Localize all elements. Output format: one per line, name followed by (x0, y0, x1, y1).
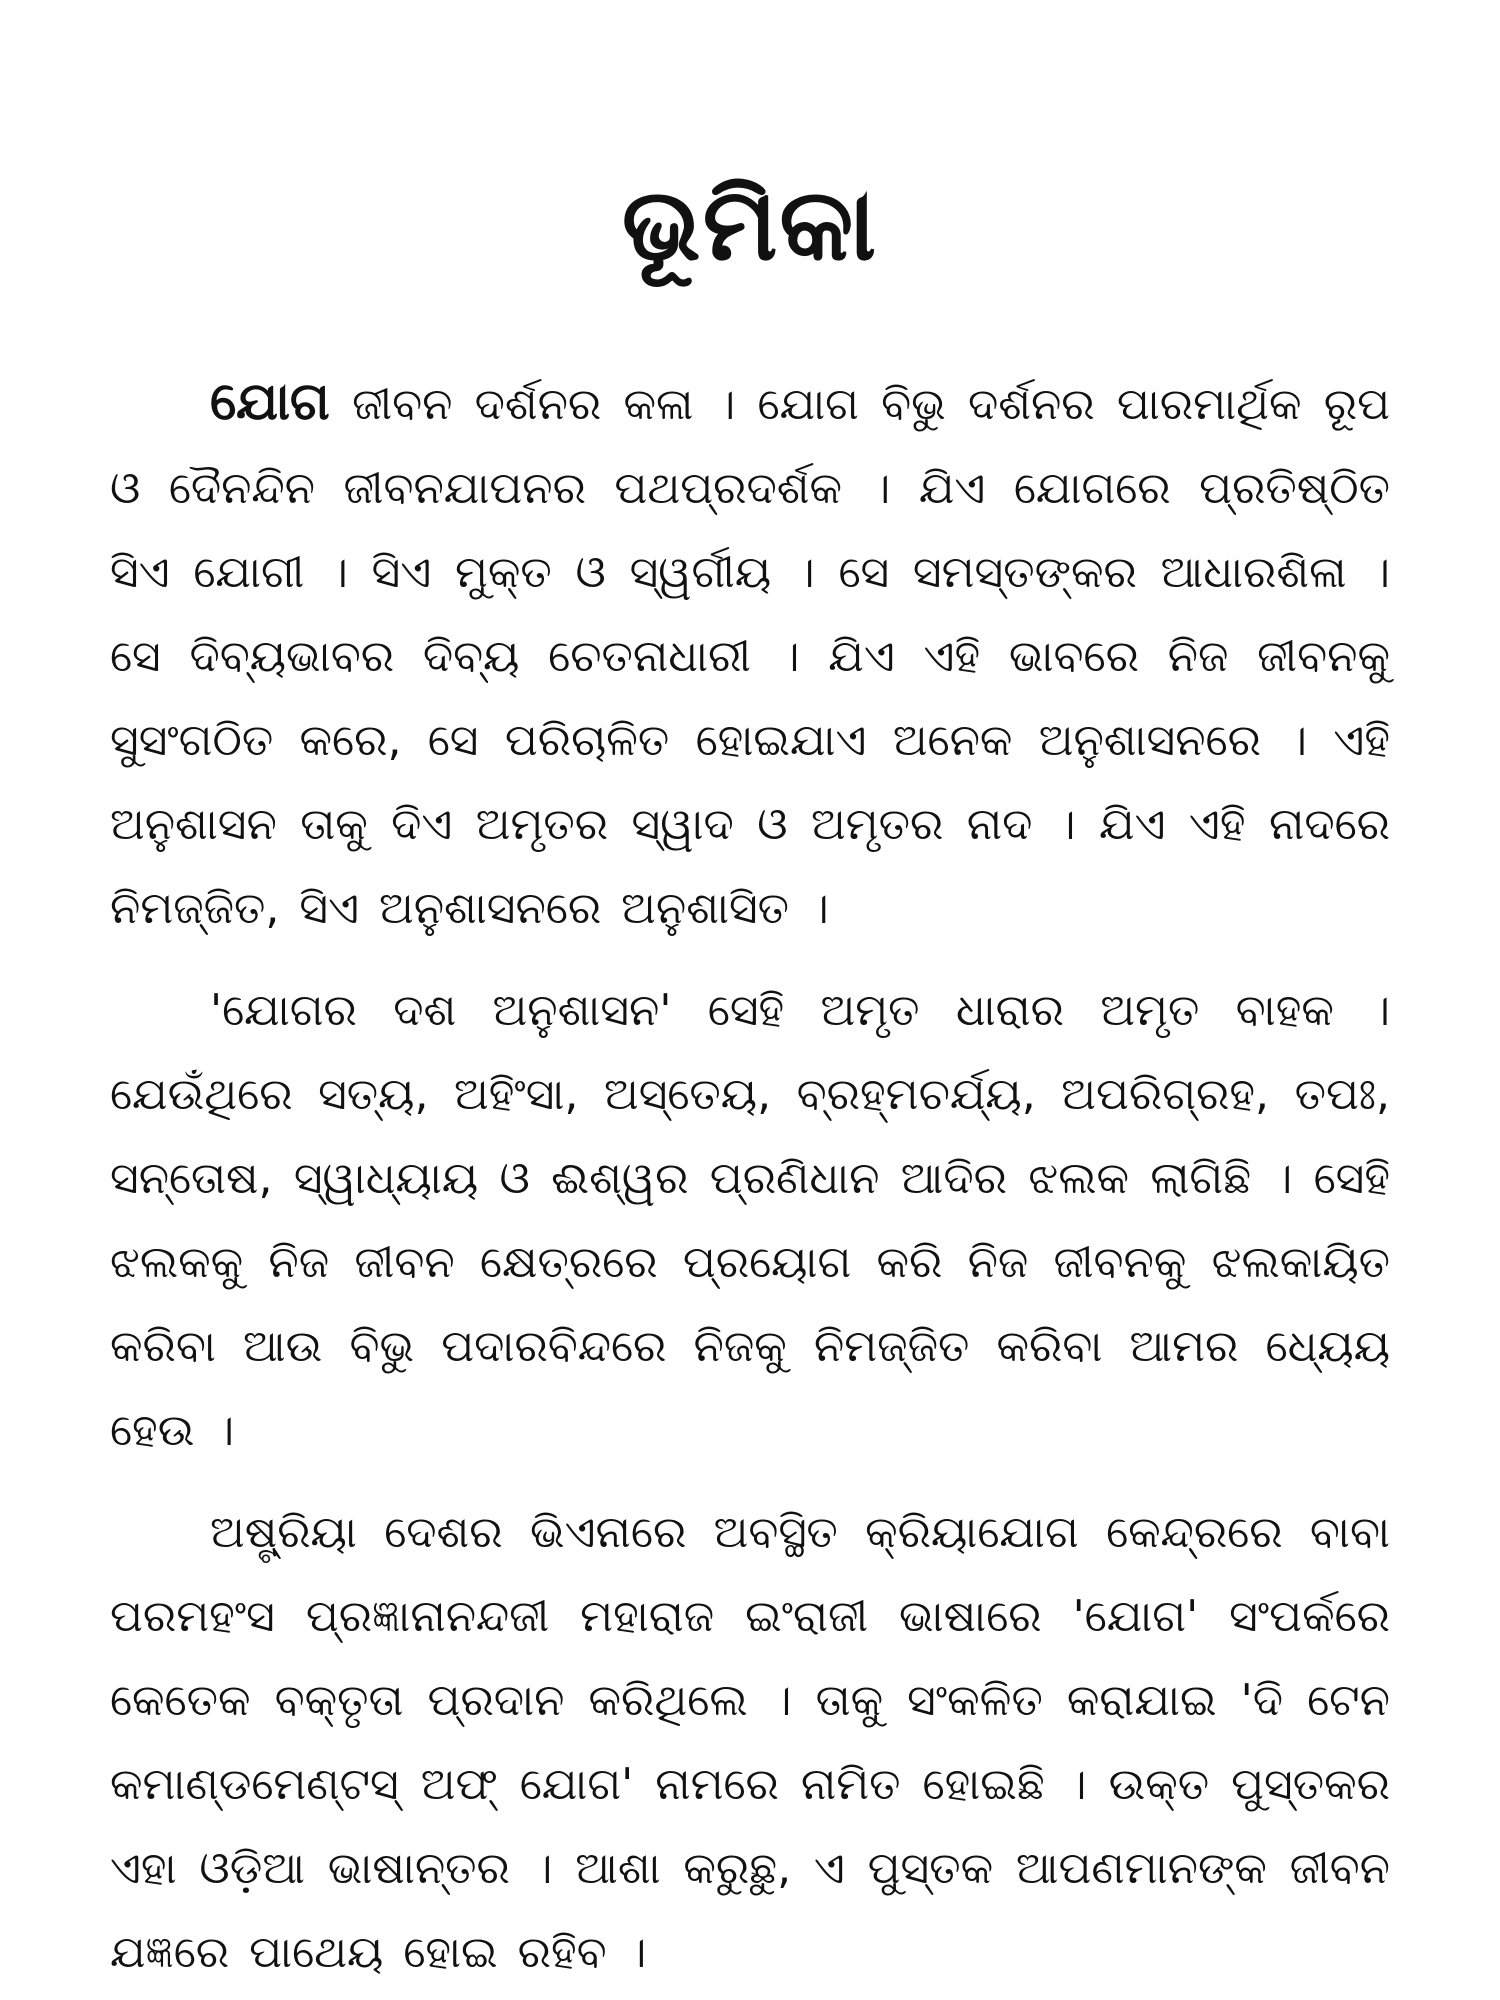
paragraph-2-text: 'ଯୋଗର ଦଶ ଅନୁଶାସନ' ସେହି ଅମୃତ ଧାରାର ଅମୃତ ବାହକ । ଯେଉଁଥିରେ ସତ୍ୟ, ଅହିଂସା, ଅସ୍ତେୟ, ବ୍ରହ୍ମଚର୍ଯ୍ୟ, ଅପରିଗ୍ରହ, ତପଃ, ସନ୍ତୋଷ, ସ୍ୱାଧ୍ୟାୟ ଓ ଈଶ୍ୱର ପ୍ରଣିଧାନ ଆଦିର ଝଲକ ଲାଗିଛି । ସେହି ଝଲକକୁ ନିଜ ଜୀବନ କ୍ଷେତ୍ରରେ ପ୍ରୟୋଗ କରି ନିଜ ଜୀବନକୁ ଝଲକାୟିତ କରିବା ଆଉ ବିଭୁ ପଦାରବିନ୍ଦରେ ନିଜକୁ ନିମଜ୍ଜିତ କରିବା ଆମର ଧ୍ୟେୟ ହେଉ । (110, 985, 1390, 1456)
paragraph-1-lead-word: ଯୋଗ (210, 372, 330, 432)
paragraph-2 (110, 969, 1390, 1473)
paragraph-3 (110, 1491, 1390, 1995)
paragraph-1 (110, 360, 1390, 951)
paragraph-3-text: ଅଷ୍ଟ୍ରିୟା ଦେଶର ଭିଏନାରେ ଅବସ୍ଥିତ କ୍ରିୟାଯୋଗ କେନ୍ଦ୍ରରେ ବାବା ପରମହଂସ ପ୍ରଜ୍ଞାନାନନ୍ଦଜୀ ମହାରାଜ ଇଂରାଜୀ ଭାଷାରେ 'ଯୋଗ' ସଂପର୍କରେ କେତେକ ବକ୍ତୃତା ପ୍ରଦାନ କରିଥିଲେ । ତାକୁ ସଂକଳିତ କରାଯାଇ 'ଦି ଟେନ କମାଣ୍ଡମେଣ୍ଟସ୍ ଅଫ୍ ଯୋଗ' ନାମରେ ନାମିତ ହୋଇଛି । ଉକ୍ତ ପୁସ୍ତକର ଏହା ଓଡ଼ିଆ ଭାଷାନ୍ତର । ଆଶା କରୁଛୁ, ଏ ପୁସ୍ତକ ଆପଣମାନଙ୍କ ଜୀବନ ଯଜ୍ଞରେ ପାଥେୟ ହୋଇ ରହିବ । (110, 1507, 1390, 1978)
paragraph-1-text: ଜୀବନ ଦର୍ଶନର କଳା । ଯୋଗ ବିଭୁ ଦର୍ଶନର ପାରମାର୍ଥିକ ରୂପ ଓ ଦୈନନ୍ଦିନ ଜୀବନଯାପନର ପଥପ୍ରଦର୍ଶକ । ଯିଏ ଯୋଗରେ ପ୍ରତିଷ୍ଠିତ ସିଏ ଯୋଗୀ । ସିଏ ମୁକ୍ତ ଓ ସ୍ୱର୍ଗୀୟ । ସେ ସମସ୍ତଙ୍କର ଆଧାରଶିଳା । ସେ ଦିବ୍ୟଭାବର ଦିବ୍ୟ ଚେତନାଧାରୀ । ଯିଏ ଏହି ଭାବରେ ନିଜ ଜୀବନକୁ ସୁସଂଗଠିତ କରେ, ସେ ପରିଚାଳିତ ହୋଇଯାଏ ଅନେକ ଅନୁଶାସନରେ । ଏହି ଅନୁଶାସନ ତାକୁ ଦିଏ ଅମୃତର ସ୍ୱାଦ ଓ ଅମୃତର ନାଦ । ଯିଏ ଏହି ନାଦରେ ନିମଜ୍ଜିତ, ସିଏ ଅନୁଶାସନରେ ଅନୁଶାସିତ । (110, 379, 1390, 934)
page-title: ଭୂମିକା (621, 166, 879, 283)
